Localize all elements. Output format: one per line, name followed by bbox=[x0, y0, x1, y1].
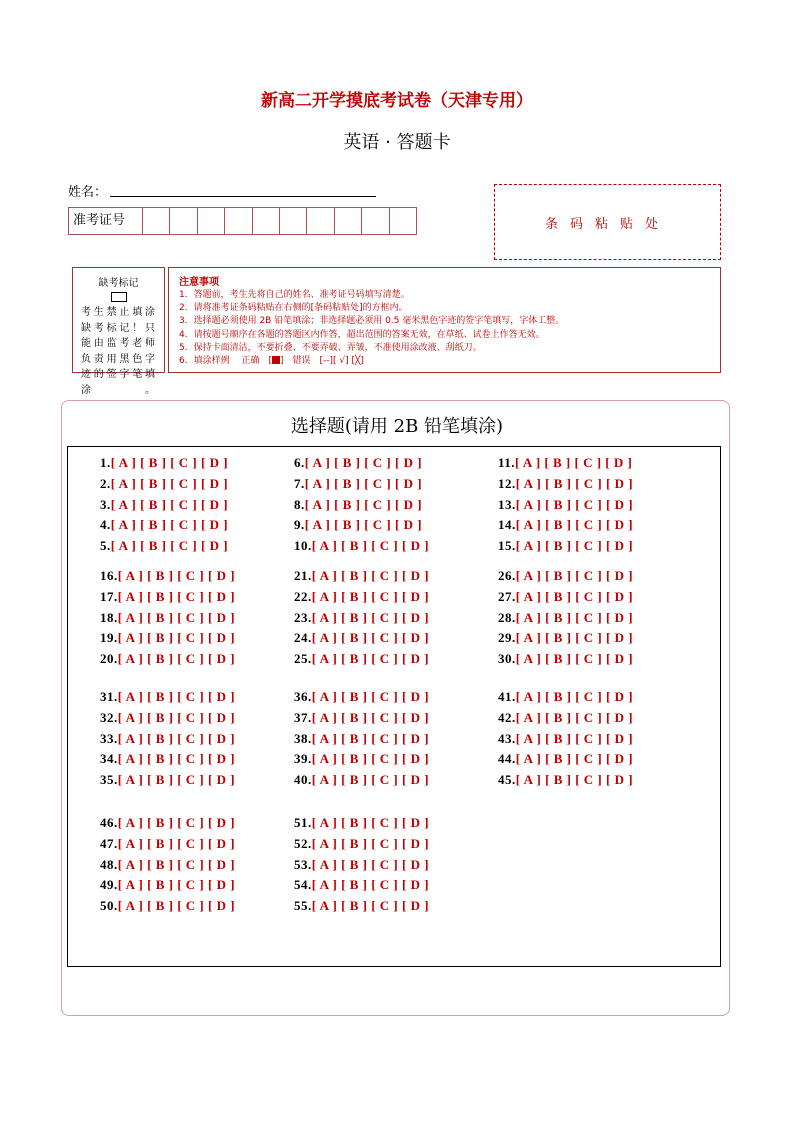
question-number: 19 bbox=[100, 630, 114, 646]
question-number: 16 bbox=[100, 568, 114, 583]
page-title: 新高二开学摸底考试卷（天津专用） bbox=[261, 91, 533, 111]
answer-options[interactable]: [ A ] [ B ] [ C ] [ D ] bbox=[117, 689, 236, 704]
answer-options[interactable]: [ A ] [ B ] [ C ] [ D ] bbox=[515, 772, 634, 788]
answer-options[interactable]: [ A ] [ B ] [ C ] [ D ] bbox=[311, 689, 430, 704]
question-row[interactable]: 35.[ A ] [ B ] [ C ] [ D ] bbox=[100, 772, 236, 788]
choice-title: 选择题(请用 2B 铅笔填涂) bbox=[290, 416, 504, 437]
question-row[interactable]: 19.[ A ] [ B ] [ C ] [ D ] bbox=[100, 630, 236, 646]
answer-options[interactable]: [ A ] [ B ] [ C ] [ D ] bbox=[311, 630, 430, 646]
question-row[interactable]: 47.[ A ] [ B ] [ C ] [ D ] bbox=[100, 835, 236, 851]
question-row[interactable]: 8.[ A ] [ B ] [ C ] [ D ] bbox=[294, 496, 423, 512]
question-number: 3 bbox=[100, 496, 107, 512]
answer-options[interactable]: [ A ] [ B ] [ C ] [ D ] bbox=[515, 609, 634, 625]
exam-id-row bbox=[68, 207, 417, 235]
answer-options[interactable]: [ A ] [ B ] [ C ] [ D ] bbox=[515, 588, 634, 604]
question-row[interactable]: 20.[ A ] [ B ] [ C ] [ D ] bbox=[100, 651, 236, 667]
question-number: 45 bbox=[498, 772, 512, 788]
question-number: 33 bbox=[100, 730, 114, 746]
notice-item: 2. 请将准考证条码粘贴在右侧的[条码粘贴处]的方框内。 bbox=[179, 303, 408, 314]
question-number: 26 bbox=[498, 568, 512, 583]
question-row[interactable]: 21.[ A ] [ B ] [ C ] [ D ] bbox=[294, 568, 430, 583]
absent-mark-text: 考生禁止填涂缺考标记！只能由监考老师负责用黑色字迹的签字笔填涂。 bbox=[81, 307, 156, 396]
answer-options[interactable]: [ A ] [ B ] [ C ] [ D ] bbox=[515, 751, 634, 767]
question-number: 24 bbox=[294, 630, 308, 646]
question-number: 30 bbox=[498, 651, 512, 667]
question-number: 4 bbox=[100, 517, 107, 533]
exam-id-cell[interactable] bbox=[280, 208, 307, 234]
absent-mark-title: 缺考标记 bbox=[98, 278, 139, 289]
question-number: 47 bbox=[100, 835, 114, 851]
answer-options[interactable]: [ A ] [ B ] [ C ] [ D ] bbox=[515, 689, 634, 704]
question-row[interactable]: 53.[ A ] [ B ] [ C ] [ D ] bbox=[294, 856, 430, 872]
question-row[interactable]: 42.[ A ] [ B ] [ C ] [ D ] bbox=[498, 709, 634, 725]
question-row[interactable]: 18.[ A ] [ B ] [ C ] [ D ] bbox=[100, 609, 236, 625]
question-row[interactable]: 23.[ A ] [ B ] [ C ] [ D ] bbox=[294, 609, 430, 625]
barcode-area bbox=[494, 184, 721, 260]
answer-options[interactable]: [ A ] [ B ] [ C ] [ D ] bbox=[110, 517, 229, 533]
question-number: 37 bbox=[294, 709, 308, 725]
answer-options[interactable]: [ A ] [ B ] [ C ] [ D ] bbox=[117, 856, 236, 872]
answer-options[interactable]: [ A ] [ B ] [ C ] [ D ] bbox=[304, 517, 423, 533]
question-row[interactable]: 12.[ A ] [ B ] [ C ] [ D ] bbox=[498, 475, 634, 491]
answer-options[interactable]: [ A ] [ B ] [ C ] [ D ] bbox=[117, 877, 236, 893]
answer-options[interactable]: [ A ] [ B ] [ C ] [ D ] bbox=[311, 835, 430, 851]
notice-item: 1. 答题前，考生先将自己的姓名、准考证号码填写清楚。 bbox=[179, 290, 410, 300]
question-row[interactable]: 50.[ A ] [ B ] [ C ] [ D ] bbox=[100, 898, 236, 914]
answer-options[interactable]: [ A ] [ B ] [ C ] [ D ] bbox=[311, 730, 430, 746]
question-row[interactable]: 1.[ A ] [ B ] [ C ] [ D ] bbox=[100, 455, 229, 470]
answer-options[interactable]: [ A ] [ B ] [ C ] [ D ] bbox=[117, 709, 236, 725]
question-number: 42 bbox=[498, 709, 512, 725]
question-number: 18 bbox=[100, 609, 114, 625]
answer-options[interactable]: [ A ] [ B ] [ C ] [ D ] bbox=[304, 455, 423, 470]
question-row[interactable]: 44.[ A ] [ B ] [ C ] [ D ] bbox=[498, 751, 634, 767]
question-row[interactable]: 17.[ A ] [ B ] [ C ] [ D ] bbox=[100, 588, 236, 604]
filled-sample-icon bbox=[272, 356, 280, 364]
question-row[interactable]: 55.[ A ] [ B ] [ C ] [ D ] bbox=[294, 898, 430, 914]
exam-id-cell[interactable] bbox=[307, 208, 334, 234]
question-number: 15 bbox=[498, 538, 512, 554]
answer-options[interactable]: [ A ] [ B ] [ C ] [ D ] bbox=[311, 877, 430, 893]
question-number: 40 bbox=[294, 772, 308, 788]
answer-options[interactable]: [ A ] [ B ] [ C ] [ D ] bbox=[515, 568, 634, 583]
question-number: 9 bbox=[294, 517, 301, 533]
exam-id-cell[interactable] bbox=[335, 208, 362, 234]
question-row[interactable]: 36.[ A ] [ B ] [ C ] [ D ] bbox=[294, 689, 430, 704]
question-row[interactable]: 5.[ A ] [ B ] [ C ] [ D ] bbox=[100, 538, 229, 554]
question-number: 44 bbox=[498, 751, 512, 767]
answer-options[interactable]: [ A ] [ B ] [ C ] [ D ] bbox=[117, 898, 236, 914]
answer-options[interactable]: [ A ] [ B ] [ C ] [ D ] bbox=[311, 568, 430, 583]
answer-options[interactable]: [ A ] [ B ] [ C ] [ D ] bbox=[117, 751, 236, 767]
question-number: 7 bbox=[294, 475, 301, 491]
answer-options[interactable]: [ A ] [ B ] [ C ] [ D ] bbox=[311, 709, 430, 725]
absent-mark-checkbox[interactable] bbox=[111, 292, 127, 302]
answer-options[interactable]: [ A ] [ B ] [ C ] [ D ] bbox=[117, 772, 236, 788]
answer-options[interactable]: [ A ] [ B ] [ C ] [ D ] bbox=[117, 588, 236, 604]
question-number: 12 bbox=[498, 475, 512, 491]
exam-id-label: 准考证号 bbox=[69, 208, 143, 234]
answer-options[interactable]: [ A ] [ B ] [ C ] [ D ] bbox=[117, 609, 236, 625]
barcode-label: 条码粘贴处 bbox=[544, 216, 670, 232]
answer-options[interactable]: [ A ] [ B ] [ C ] [ D ] bbox=[515, 475, 634, 491]
question-row[interactable]: 7.[ A ] [ B ] [ C ] [ D ] bbox=[294, 475, 423, 491]
absent-mark-box bbox=[72, 267, 165, 396]
question-number: 25 bbox=[294, 651, 308, 667]
answer-options[interactable]: [ A ] [ B ] [ C ] [ D ] bbox=[110, 538, 229, 554]
question-number: 49 bbox=[100, 877, 114, 893]
question-number: 34 bbox=[100, 751, 114, 767]
question-row[interactable]: 11.[ A ] [ B ] [ C ] [ D ] bbox=[498, 455, 633, 470]
question-number: 46 bbox=[100, 815, 114, 830]
answer-options[interactable]: [ A ] [ B ] [ C ] [ D ] bbox=[311, 815, 430, 830]
question-row[interactable]: 9.[ A ] [ B ] [ C ] [ D ] bbox=[294, 517, 423, 533]
question-row[interactable]: 10.[ A ] [ B ] [ C ] [ D ] bbox=[294, 538, 430, 554]
answer-options[interactable]: [ A ] [ B ] [ C ] [ D ] bbox=[304, 475, 423, 491]
question-number: 22 bbox=[294, 588, 308, 604]
answer-options[interactable]: [ A ] [ B ] [ C ] [ D ] bbox=[515, 538, 634, 554]
exam-id-cell[interactable] bbox=[253, 208, 280, 234]
question-number: 28 bbox=[498, 609, 512, 625]
exam-id-cell[interactable] bbox=[362, 208, 389, 234]
question-number: 10 bbox=[294, 538, 308, 554]
question-row[interactable]: 49.[ A ] [ B ] [ C ] [ D ] bbox=[100, 877, 236, 893]
answer-options[interactable]: [ A ] [ B ] [ C ] [ D ] bbox=[117, 651, 236, 667]
answer-options[interactable]: [ A ] [ B ] [ C ] [ D ] bbox=[515, 709, 634, 725]
answer-options[interactable]: [ A ] [ B ] [ C ] [ D ] bbox=[311, 609, 430, 625]
question-row[interactable]: 16.[ A ] [ B ] [ C ] [ D ] bbox=[100, 568, 236, 583]
answer-options[interactable]: [ A ] [ B ] [ C ] [ D ] bbox=[117, 568, 236, 583]
answer-options[interactable]: [ A ] [ B ] [ C ] [ D ] bbox=[117, 815, 236, 830]
question-row[interactable]: 3.[ A ] [ B ] [ C ] [ D ] bbox=[100, 496, 229, 512]
notice-item: 4. 请按题号顺序在各题的答题区内作答，超出范围的答案无效，在草纸、试卷上作答无效。 bbox=[179, 329, 545, 340]
answer-options[interactable]: [ A ] [ B ] [ C ] [ D ] bbox=[117, 730, 236, 746]
question-row[interactable]: 54.[ A ] [ B ] [ C ] [ D ] bbox=[294, 877, 430, 893]
question-row[interactable]: 27.[ A ] [ B ] [ C ] [ D ] bbox=[498, 588, 634, 604]
question-number: 53 bbox=[294, 856, 308, 872]
question-number: 48 bbox=[100, 856, 114, 872]
question-number: 11 bbox=[498, 455, 512, 470]
question-row[interactable]: 31.[ A ] [ B ] [ C ] [ D ] bbox=[100, 689, 236, 704]
question-number: 8 bbox=[294, 496, 301, 512]
name-label: 姓名： bbox=[68, 185, 108, 200]
question-number: 20 bbox=[100, 651, 114, 667]
question-row[interactable]: 30.[ A ] [ B ] [ C ] [ D ] bbox=[498, 651, 634, 667]
question-number: 35 bbox=[100, 772, 114, 788]
question-number: 41 bbox=[498, 689, 512, 704]
question-row[interactable]: 32.[ A ] [ B ] [ C ] [ D ] bbox=[100, 709, 236, 725]
notice-item: 6. 填涂样例 正确 [ ] 错误 [--][ √] [╳] bbox=[179, 356, 364, 367]
exam-id-cell[interactable] bbox=[390, 208, 416, 234]
question-row[interactable]: 2.[ A ] [ B ] [ C ] [ D ] bbox=[100, 475, 229, 491]
question-row[interactable]: 33.[ A ] [ B ] [ C ] [ D ] bbox=[100, 730, 236, 746]
question-row[interactable]: 22.[ A ] [ B ] [ C ] [ D ] bbox=[294, 588, 430, 604]
question-number: 23 bbox=[294, 609, 308, 625]
question-row[interactable]: 48.[ A ] [ B ] [ C ] [ D ] bbox=[100, 856, 236, 872]
question-row[interactable]: 37.[ A ] [ B ] [ C ] [ D ] bbox=[294, 709, 430, 725]
question-number: 43 bbox=[498, 730, 512, 746]
exam-id-cell[interactable] bbox=[198, 208, 225, 234]
question-number: 13 bbox=[498, 496, 512, 512]
question-row[interactable]: 52.[ A ] [ B ] [ C ] [ D ] bbox=[294, 835, 430, 851]
question-number: 38 bbox=[294, 730, 308, 746]
question-row[interactable]: 38.[ A ] [ B ] [ C ] [ D ] bbox=[294, 730, 430, 746]
question-number: 21 bbox=[294, 568, 308, 583]
question-number: 5 bbox=[100, 538, 107, 554]
notice-title: 注意事项 bbox=[179, 277, 219, 288]
question-row[interactable]: 15.[ A ] [ B ] [ C ] [ D ] bbox=[498, 538, 634, 554]
answer-options[interactable]: [ A ] [ B ] [ C ] [ D ] bbox=[515, 630, 634, 646]
question-number: 29 bbox=[498, 630, 512, 646]
answer-options[interactable]: [ A ] [ B ] [ C ] [ D ] bbox=[515, 730, 634, 746]
question-number: 6 bbox=[294, 455, 301, 470]
question-number: 36 bbox=[294, 689, 308, 704]
question-number: 51 bbox=[294, 815, 308, 830]
answer-options[interactable]: [ A ] [ B ] [ C ] [ D ] bbox=[311, 898, 430, 914]
answer-options[interactable]: [ A ] [ B ] [ C ] [ D ] bbox=[110, 475, 229, 491]
exam-id-cell[interactable] bbox=[143, 208, 170, 234]
question-number: 52 bbox=[294, 835, 308, 851]
question-row[interactable]: 45.[ A ] [ B ] [ C ] [ D ] bbox=[498, 772, 634, 788]
answer-options[interactable]: [ A ] [ B ] [ C ] [ D ] bbox=[515, 455, 633, 470]
answer-options[interactable]: [ A ] [ B ] [ C ] [ D ] bbox=[311, 772, 430, 788]
answer-options[interactable]: [ A ] [ B ] [ C ] [ D ] bbox=[311, 651, 430, 667]
exam-id-cell[interactable] bbox=[170, 208, 197, 234]
question-number: 14 bbox=[498, 517, 512, 533]
answer-options[interactable]: [ A ] [ B ] [ C ] [ D ] bbox=[311, 856, 430, 872]
question-number: 17 bbox=[100, 588, 114, 604]
answer-options[interactable]: [ A ] [ B ] [ C ] [ D ] bbox=[117, 835, 236, 851]
question-row[interactable]: 46.[ A ] [ B ] [ C ] [ D ] bbox=[100, 815, 236, 830]
page-subtitle: 英语 · 答题卡 bbox=[343, 132, 451, 153]
question-number: 50 bbox=[100, 898, 114, 914]
question-row[interactable]: 4.[ A ] [ B ] [ C ] [ D ] bbox=[100, 517, 229, 533]
question-row[interactable]: 13.[ A ] [ B ] [ C ] [ D ] bbox=[498, 496, 634, 512]
question-row[interactable]: 28.[ A ] [ B ] [ C ] [ D ] bbox=[498, 609, 634, 625]
answer-options[interactable]: [ A ] [ B ] [ C ] [ D ] bbox=[515, 496, 634, 512]
question-row[interactable]: 34.[ A ] [ B ] [ C ] [ D ] bbox=[100, 751, 236, 767]
answer-options[interactable]: [ A ] [ B ] [ C ] [ D ] bbox=[311, 588, 430, 604]
question-row[interactable]: 29.[ A ] [ B ] [ C ] [ D ] bbox=[498, 630, 634, 646]
question-row[interactable]: 24.[ A ] [ B ] [ C ] [ D ] bbox=[294, 630, 430, 646]
question-number: 2 bbox=[100, 475, 107, 491]
question-number: 39 bbox=[294, 751, 308, 767]
notice-item: 3. 选择题必须使用 2B 铅笔填涂；非选择题必须用 0.5 毫米黑色字迹的签字笔填写，字体工整。 bbox=[179, 316, 565, 327]
question-row[interactable]: 6.[ A ] [ B ] [ C ] [ D ] bbox=[294, 455, 423, 470]
answer-options[interactable]: [ A ] [ B ] [ C ] [ D ] bbox=[117, 630, 236, 646]
question-number: 1 bbox=[100, 455, 107, 470]
question-number: 27 bbox=[498, 588, 512, 604]
answer-options[interactable]: [ A ] [ B ] [ C ] [ D ] bbox=[110, 455, 229, 470]
question-number: 55 bbox=[294, 898, 308, 914]
answer-options[interactable]: [ A ] [ B ] [ C ] [ D ] bbox=[311, 751, 430, 767]
question-row[interactable]: 14.[ A ] [ B ] [ C ] [ D ] bbox=[498, 517, 634, 533]
notice-item: 5. 保持卡面清洁，不要折叠、不要弄破、弄皱，不准使用涂改液、刮纸刀。 bbox=[179, 342, 482, 353]
question-number: 32 bbox=[100, 709, 114, 725]
question-row[interactable]: 39.[ A ] [ B ] [ C ] [ D ] bbox=[294, 751, 430, 767]
exam-id-cell[interactable] bbox=[225, 208, 252, 234]
notice-box bbox=[168, 267, 721, 373]
answer-options[interactable]: [ A ] [ B ] [ C ] [ D ] bbox=[304, 496, 423, 512]
question-number: 31 bbox=[100, 689, 114, 704]
name-field[interactable] bbox=[110, 196, 376, 197]
answer-options[interactable]: [ A ] [ B ] [ C ] [ D ] bbox=[110, 496, 229, 512]
question-row[interactable]: 41.[ A ] [ B ] [ C ] [ D ] bbox=[498, 689, 634, 704]
question-row[interactable]: 43.[ A ] [ B ] [ C ] [ D ] bbox=[498, 730, 634, 746]
answer-options[interactable]: [ A ] [ B ] [ C ] [ D ] bbox=[311, 538, 430, 554]
question-number: 54 bbox=[294, 877, 308, 893]
question-row[interactable]: 51.[ A ] [ B ] [ C ] [ D ] bbox=[294, 815, 430, 830]
answer-options[interactable]: [ A ] [ B ] [ C ] [ D ] bbox=[515, 517, 634, 533]
question-row[interactable]: 40.[ A ] [ B ] [ C ] [ D ] bbox=[294, 772, 430, 788]
question-row[interactable]: 25.[ A ] [ B ] [ C ] [ D ] bbox=[294, 651, 430, 667]
question-row[interactable]: 26.[ A ] [ B ] [ C ] [ D ] bbox=[498, 568, 634, 583]
answer-options[interactable]: [ A ] [ B ] [ C ] [ D ] bbox=[515, 651, 634, 667]
